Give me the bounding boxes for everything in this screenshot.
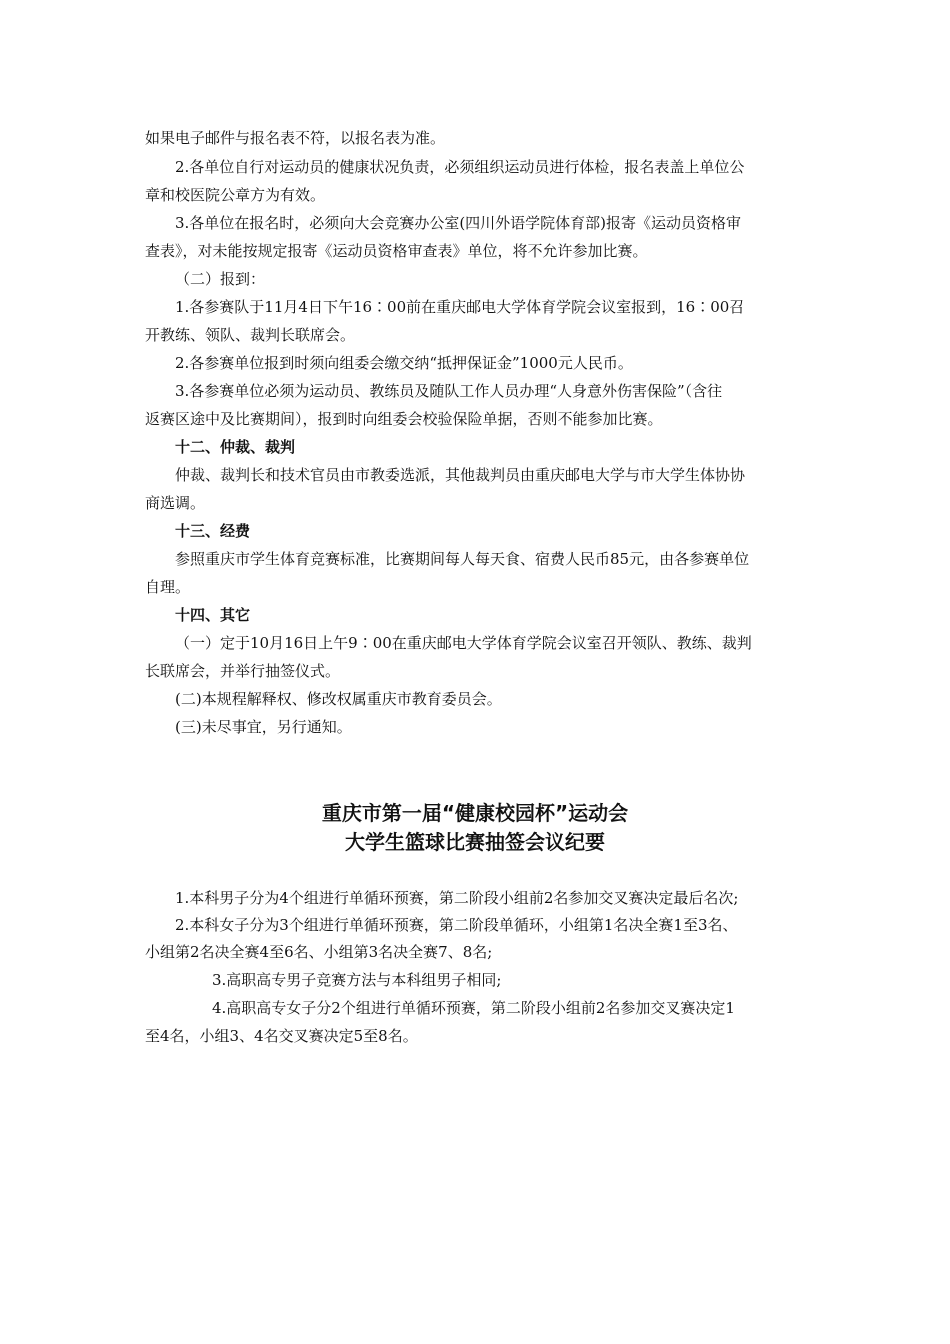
text-line: 章和校医院公章方为有效。 [145, 186, 326, 204]
subsection-heading: （二）报到： [175, 270, 266, 288]
text-line: 3.高职高专男子竞赛方法与本科组男子相同; [212, 971, 502, 989]
text-line: 参照重庆市学生体育竞赛标准，比赛期间每人每天食、宿费人民币85元，由各参赛单位 [175, 550, 750, 568]
text-line: 查表》，对未能按规定报寄《运动员资格审查表》单位，将不允许参加比赛。 [145, 242, 648, 260]
text-line: 至4名，小组3、4名交叉赛决定5至8名。 [145, 1027, 418, 1045]
text-line: 长联席会，并举行抽签仪式。 [145, 662, 341, 680]
text-line: 自理。 [145, 578, 191, 596]
section-heading-other: 十四、其它 [175, 606, 251, 624]
text-line: (二)本规程解释权、修改权属重庆市教育委员会。 [175, 690, 502, 708]
text-line: 3.各单位在报名时，必须向大会竞赛办公室(四川外语学院体育部)报寄《运动员资格审 [175, 214, 742, 232]
text-line: 小组第2名决全赛4至6名、小组第3名决全赛7、8名; [145, 943, 493, 961]
text-line: 仲裁、裁判长和技术官员由市教委选派，其他裁判员由重庆邮电大学与市大学生体协协 [175, 466, 746, 484]
text-line: (三)未尽事宜，另行通知。 [175, 718, 352, 736]
text-line: 如果电子邮件与报名表不符，以报名表为准。 [145, 129, 446, 147]
text-line: 商选调。 [145, 494, 206, 512]
text-line: 开教练、领队、裁判长联席会。 [145, 326, 356, 344]
text-line: 3.各参赛单位必须为运动员、教练员及随队工作人员办理“人身意外伤害保险”（含往 [175, 382, 723, 400]
text-line: 返赛区途中及比赛期间），报到时向组委会校验保险单据，否则不能参加比赛。 [145, 410, 663, 428]
text-line: 2.各参赛单位报到时须向组委会缴交纳“抵押保证金”1000元人民币。 [175, 354, 633, 372]
text-line: 2.各单位自行对运动员的健康状况负责，必须组织运动员进行体检，报名表盖上单位公 [175, 158, 745, 176]
section-heading-funding: 十三、经费 [175, 522, 251, 540]
minutes-title-line2: 大学生篮球比赛抽签会议纪要 [345, 830, 605, 854]
minutes-title-line1: 重庆市第一届“健康校园杯”运动会 [321, 801, 629, 825]
text-line: （一）定于10月16日上午9∶00在重庆邮电大学体育学院会议室召开领队、教练、裁判 [175, 634, 752, 652]
section-heading-arbitration: 十二、仲裁、裁判 [175, 438, 296, 456]
text-line: 2.本科女子分为3个组进行单循环预赛，第二阶段单循环，小组第1名决全赛1至3名、 [175, 916, 738, 934]
text-line: 4.高职高专女子分2个组进行单循环预赛，第二阶段小组前2名参加交叉赛决定1 [212, 999, 735, 1017]
text-line: 1.本科男子分为4个组进行单循环预赛，第二阶段小组前2名参加交叉赛决定最后名次; [175, 889, 739, 907]
text-line: 1.各参赛队于11月4日下午16∶00前在重庆邮电大学体育学院会议室报到，16∶00召 [175, 298, 745, 316]
